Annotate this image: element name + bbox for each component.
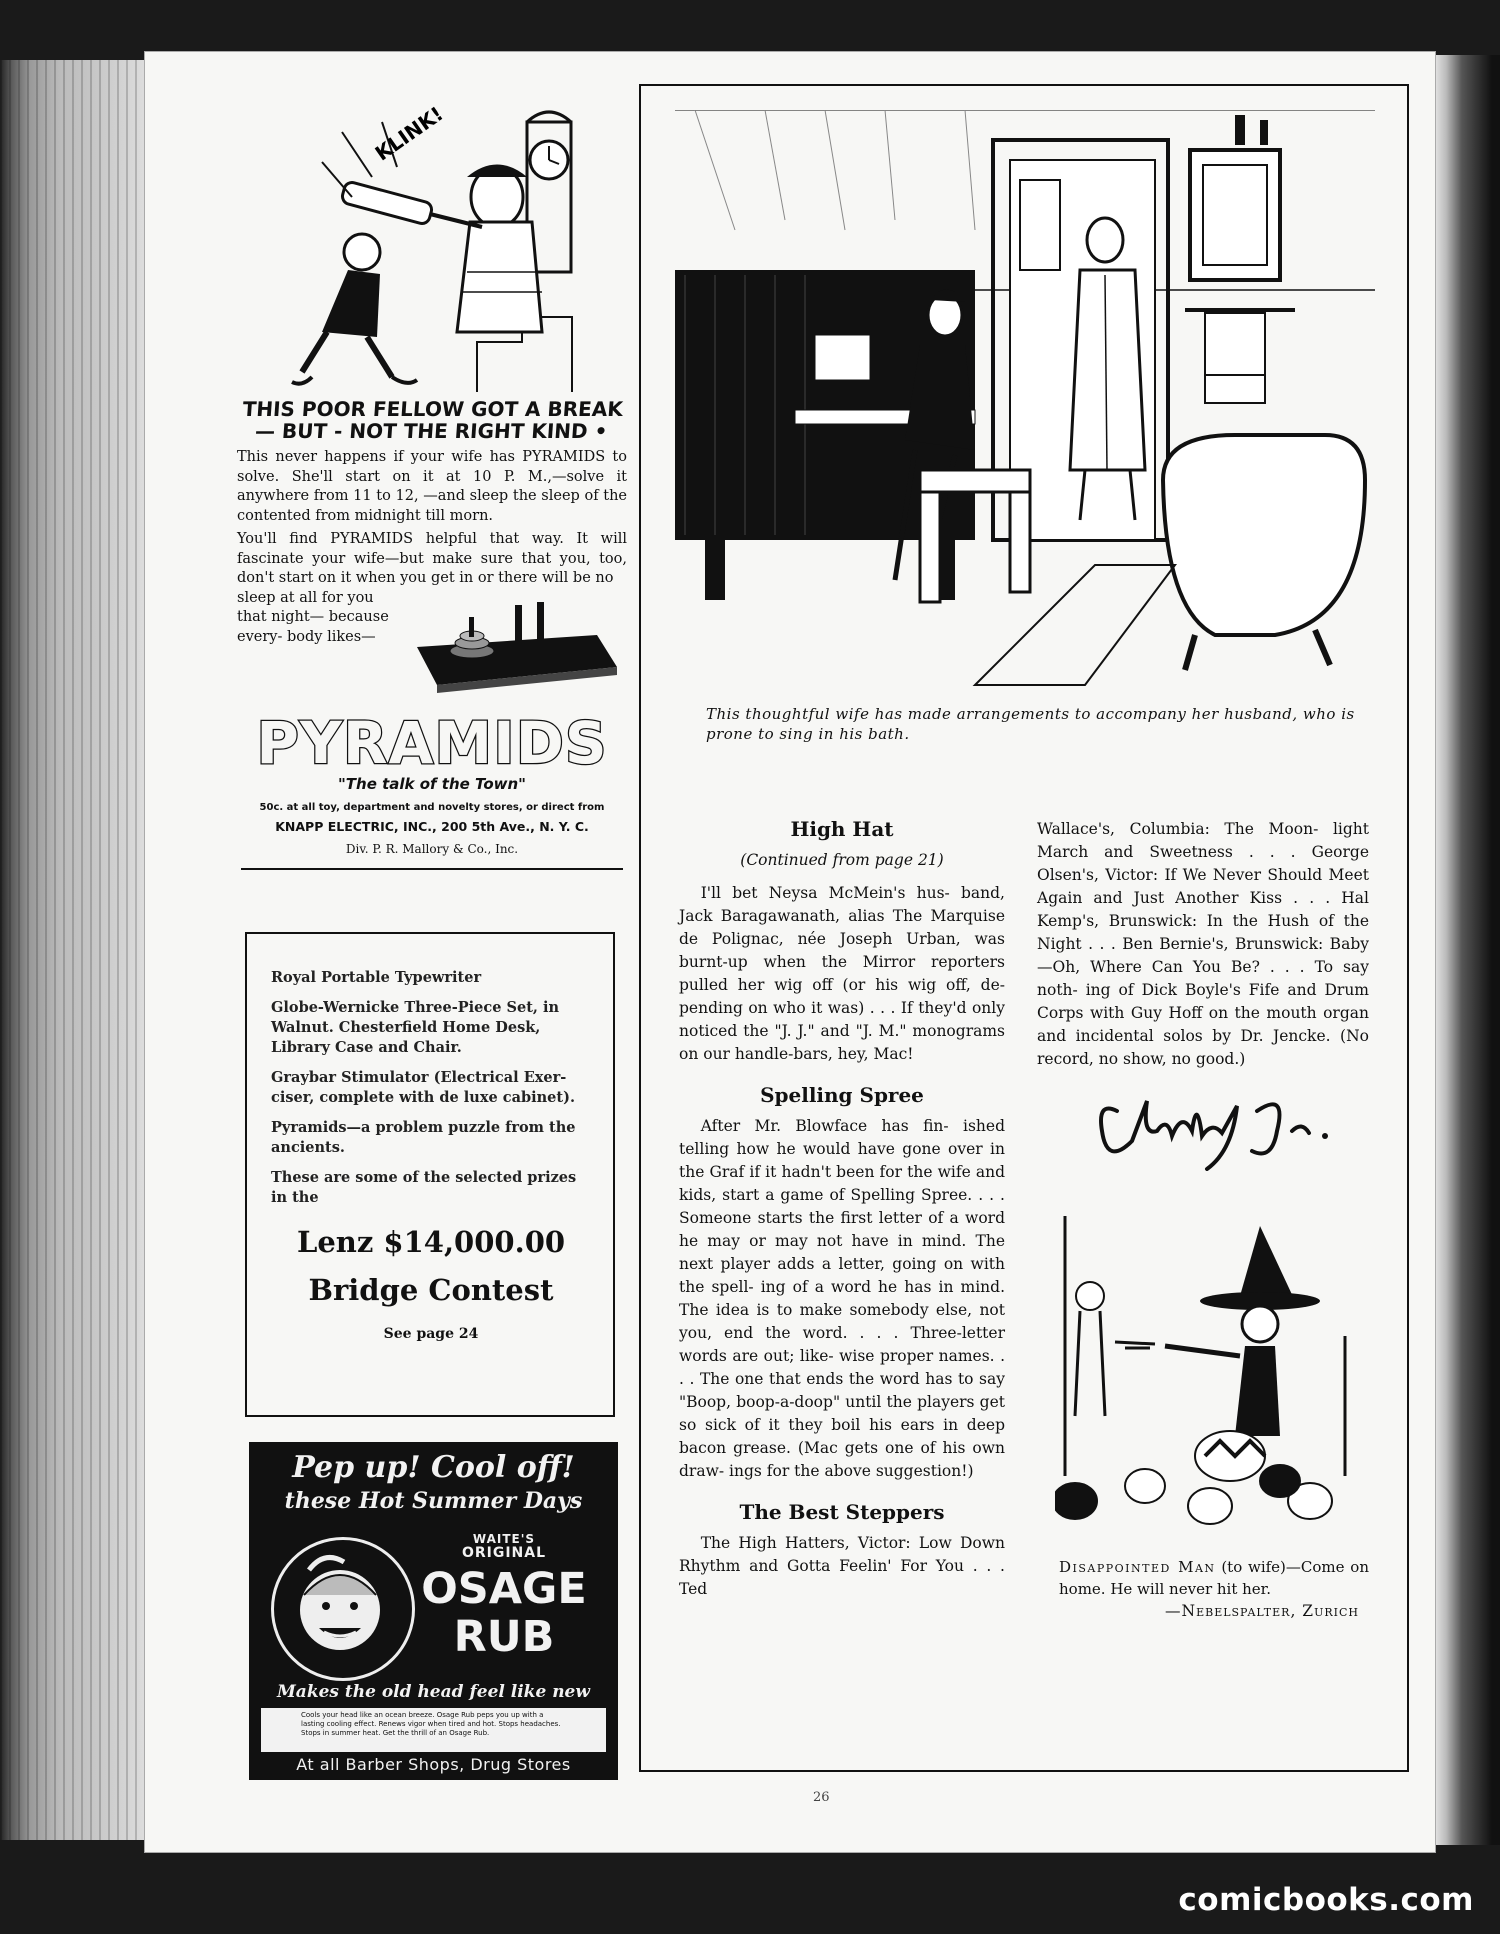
piano-bath-cartoon xyxy=(675,110,1375,695)
caption-rest: (to wife)—Come on home. He will never hit her. xyxy=(1059,1558,1369,1598)
article-column-1 xyxy=(679,818,1005,1601)
osage-name-line-2: RUB xyxy=(453,1612,555,1662)
section-heading: Spelling Spree xyxy=(760,1083,924,1107)
osage-headline-1: Pep up! Cool off! xyxy=(292,1450,575,1485)
article-paragraph: The High Hatters, Victor: Low Down Rhythm and Gotta Feelin' For You . . . Ted xyxy=(679,1534,1005,1598)
pyramids-logo: PYRAMIDS xyxy=(256,708,608,777)
prize-item: Pyramids—a problem puzzle from the ancients. xyxy=(271,1119,576,1156)
right-cartoon-caption xyxy=(1059,1556,1369,1600)
book-spine-left xyxy=(0,60,145,1840)
cartoon-sound-text: KLINK! xyxy=(370,101,448,166)
book-edge-right xyxy=(1432,55,1500,1845)
watermark: comicbooks.com xyxy=(1178,1882,1474,1918)
osage-maker: WAITE'S xyxy=(472,1532,536,1546)
article-title: High Hat xyxy=(790,817,894,841)
article-column-2 xyxy=(1037,818,1369,1623)
osage-original: ORIGINAL xyxy=(461,1545,547,1561)
prize-box xyxy=(245,932,615,1417)
osage-rub-ad xyxy=(249,1442,618,1780)
see-page-reference: See page 24 xyxy=(383,1326,479,1342)
barber-face-illustration xyxy=(271,1537,415,1681)
osage-name-line-1: OSAGE xyxy=(421,1564,587,1614)
prize-item: Graybar Stimulator (Electrical Exer- ciser, complete with de luxe cabinet). xyxy=(271,1069,575,1106)
ad-paragraph-1: This never happens if your wife has PYRAMIDS to solve. She'll start on it at 10 P. M.,—solve it anywhere from 11 to 12, —and sleep the sleep of the contented from midnight till morn. xyxy=(237,449,627,524)
osage-footer: At all Barber Shops, Drug Stores xyxy=(296,1755,571,1774)
judge-jr-signature xyxy=(1087,1091,1347,1171)
contest-title-line-1: Lenz $14,000.00 xyxy=(296,1225,566,1259)
page-number: 26 xyxy=(813,1790,830,1805)
article-paragraph: I'll bet Neysa McMein's hus- band, Jack Baragawanath, alias The Marquise de Polignac, née Joseph Urban, was burnt-up when the Mirror reporters pulled her wig off (or his wig off, de- pending on who it was) . . . If they'd only noticed the "J. J." and "J. M." monograms on our handle-bars, hey, Mac! xyxy=(679,884,1005,1063)
pyramids-tagline: "The talk of the Town" xyxy=(337,774,526,793)
ad-paragraph-3: sleep at all for you that night— because every- body likes— xyxy=(237,589,389,645)
continued-note: (Continued from page 21) xyxy=(740,851,944,869)
article-paragraph: After Mr. Blowface has fin- ished telling how he would have gone over in the Graf if it hadn't been for the wife and kids, start a game of Spelling Spree. . . . Someone starts the first letter of a word he may or may not have in mind. The next player adds a letter, going on with the spell- ing of a word he has in mind. The idea is to make somebody else, not you, end the word. . . . Three-letter words are out; like- wise proper names. . . . The one that ends the word has to say "Boop, boop-a-doop" until the players get so sick of it they boil his ears in deep bacon grease. (Mac gets one of his own draw- ings for the above suggestion!) xyxy=(679,1117,1005,1480)
magazine-page xyxy=(145,52,1435,1852)
ad-paragraph-2: You'll find PYRAMIDS helpful that way. It will fascinate your wife—but make sure that you, too, don't start on it when you get in or there will be no xyxy=(237,531,627,586)
pyramids-price-line: 50c. at all toy, department and novelty stores, or direct from xyxy=(259,801,605,813)
pointing-man-cartoon xyxy=(1055,1216,1355,1546)
cartoon-caption: THIS POOR FELLOW GOT A BREAK — BUT - NOT THE RIGHT KIND • xyxy=(241,397,624,443)
prize-item: These are some of the selected prizes in the xyxy=(271,1169,577,1206)
pyramids-ad xyxy=(237,92,627,870)
prize-item: Royal Portable Typewriter xyxy=(271,969,482,986)
cartoon-credit: —Nebelspalter, Zurich xyxy=(1165,1602,1359,1620)
top-cartoon-caption: This thoughtful wife has made arrangements to accompany her husband, who is prone to sing in his bath. xyxy=(706,705,1355,743)
caption-lead: Disappointed Man xyxy=(1059,1558,1216,1576)
pyramids-puzzle-image xyxy=(397,597,622,707)
osage-fine-print: Cools your head like an ocean breeze. Osage Rub peps you up with a lasting cooling effect. Renews vigor when tired and hot. Stops headaches. Stops in summer heat. Get the thrill of an Osage Rub. xyxy=(261,1708,606,1752)
article-paragraph: Wallace's, Columbia: The Moon- light March and Sweetness . . . George Olsen's, Victor: If We Never Should Meet Again and Just Another Kiss . . . Hal Kemp's, Brunswick: In the Hush of the Night . . . Ben Bernie's, Brunswick: Baby—Oh, Where Can You Be? . . . To say noth- ing of Dick Boyle's Fife and Drum Corps with Guy Hoff on the mouth organ and incidental solos by Dr. Jencke. (No record, no show, no good.) xyxy=(1037,820,1369,1068)
humor-panel xyxy=(639,84,1409,1772)
klink-cartoon xyxy=(282,92,582,392)
section-heading: The Best Steppers xyxy=(739,1500,945,1524)
osage-headline-2: these Hot Summer Days xyxy=(284,1488,583,1514)
pyramids-address: KNAPP ELECTRIC, INC., 200 5th Ave., N. Y. C. xyxy=(275,818,589,834)
divider xyxy=(241,868,623,870)
osage-slogan: Makes the old head feel like new xyxy=(276,1682,591,1702)
pyramids-division: Div. P. R. Mallory & Co., Inc. xyxy=(345,841,519,856)
contest-title-line-2: Bridge Contest xyxy=(308,1273,554,1307)
prize-item: Globe-Wernicke Three-Piece Set, in Walnut. Chesterfield Home Desk, Library Case and Chair. xyxy=(271,999,560,1056)
